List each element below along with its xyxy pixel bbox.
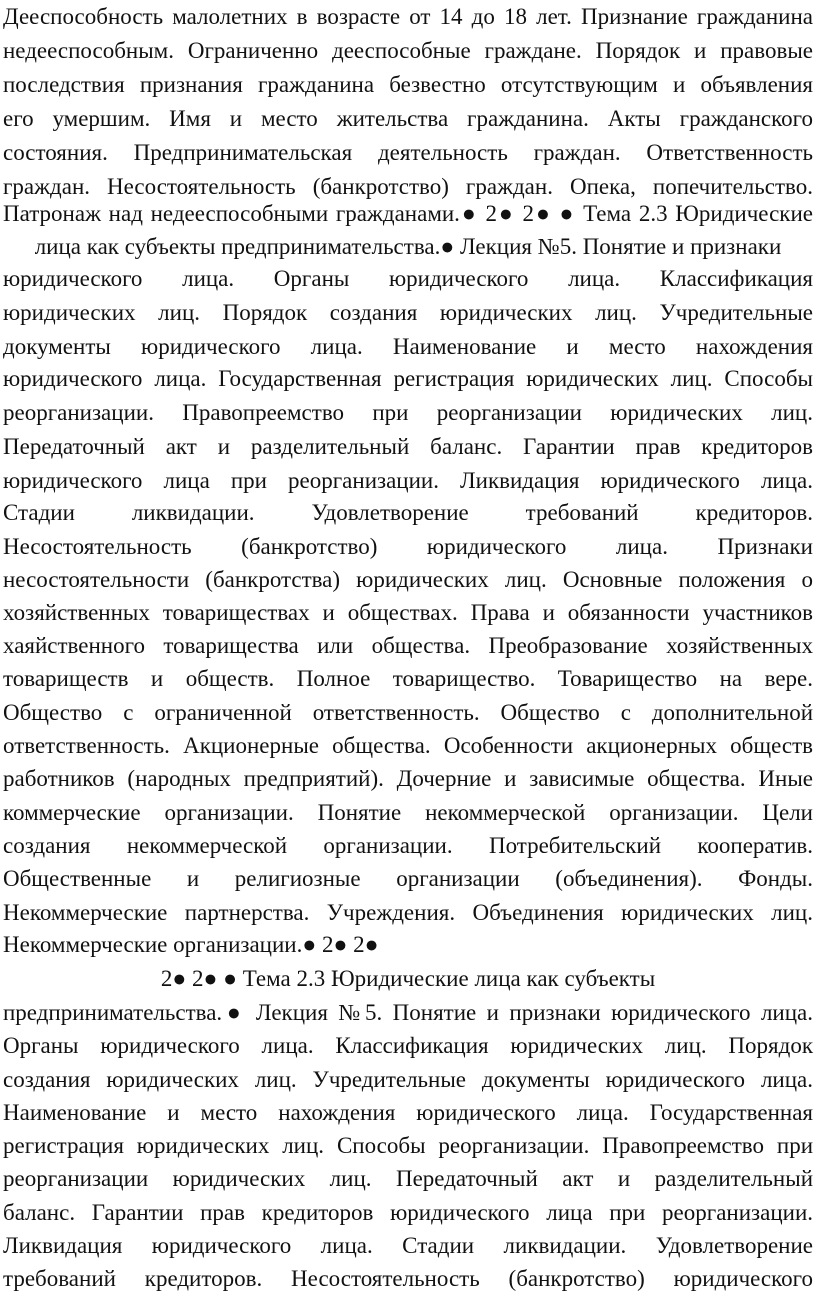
- text-line: лица как субъекты предпринимательства.● Лекция №5. Понятие и признаки: [34, 234, 782, 259]
- text-line: создания юридических лиц. Учредительные документы юридического лица.: [3, 1067, 813, 1092]
- text-line: состояния. Предпринимательская деятельность граждан. Ответственность: [3, 140, 813, 165]
- text-line: баланс. Гарантии прав кредиторов юридического лица при реорганизации.: [3, 1200, 813, 1225]
- text-line: документы юридического лица. Наименование и место нахождения: [3, 334, 813, 359]
- text-line: реорганизации юридических лиц. Передаточный акт и разделительный: [3, 1166, 813, 1191]
- text-line: Наименование и место нахождения юридического лица. Государственная: [3, 1100, 813, 1125]
- text-line: недееспособным. Ограниченно дееспособные граждане. Порядок и правовые: [3, 38, 813, 63]
- text-line: 2● 2● ● Тема 2.3 Юридические лица как субъекты: [160, 966, 656, 991]
- text-line: коммерческие организации. Понятие некоммерческой организации. Цели: [3, 800, 813, 825]
- text-line: Органы юридического лица. Классификация юридических лиц. Порядок: [3, 1033, 813, 1058]
- text-line: юридических лиц. Порядок создания юридических лиц. Учредительные: [3, 300, 813, 325]
- text-line: Стадии ликвидации. Удовлетворение требований кредиторов.: [3, 500, 813, 525]
- text-line: последствия признания гражданина безвестно отсутствующим и объявления: [3, 72, 813, 97]
- text-line: хозяйственных товариществах и обществах. Права и обязанности участников: [3, 600, 813, 625]
- text-line: хаяйственного товарищества или общества. Преобразование хозяйственных: [3, 633, 813, 658]
- text-line: юридического лица. Государственная регистрация юридических лиц. Способы: [3, 366, 813, 391]
- text-line: регистрация юридических лиц. Способы реорганизации. Правопреемство при: [3, 1133, 813, 1158]
- text-line: его умершим. Имя и место жительства гражданина. Акты гражданского: [3, 106, 813, 131]
- text-line: Некоммерческие организации.● 2● 2●: [3, 932, 379, 957]
- text-line: Некоммерческие партнерства. Учреждения. Объединения юридических лиц.: [3, 900, 813, 925]
- text-line: юридического лица при реорганизации. Ликвидация юридического лица.: [3, 468, 813, 493]
- text-line: Несостоятельность (банкротство) юридического лица. Признаки: [3, 534, 813, 559]
- text-line: создания некоммерческой организации. Потребительский кооператив.: [3, 833, 813, 858]
- text-line: Общество с ограниченной ответственность. Общество с дополнительной: [3, 700, 813, 725]
- text-line: граждан. Несостоятельность (банкротство) граждан. Опека, попечительство.: [3, 174, 813, 199]
- text-line: Общественные и религиозные организации (объединения). Фонды.: [3, 866, 813, 891]
- text-line: работников (народных предприятий). Дочерние и зависимые общества. Иные: [3, 766, 813, 791]
- text-line: Дееспособность малолетних в возрасте от 14 до 18 лет. Признание гражданина: [3, 4, 813, 29]
- text-line: ответственность. Акционерные общества. Особенности акционерных обществ: [3, 733, 813, 758]
- text-line: товариществ и обществ. Полное товарищество. Товарищество на вере.: [3, 666, 813, 691]
- text-line: несостоятельности (банкротства) юридических лиц. Основные положения о: [3, 567, 813, 592]
- text-line: юридического лица. Органы юридического лица. Классификация: [3, 266, 813, 291]
- text-line: Ликвидация юридического лица. Стадии ликвидации. Удовлетворение: [3, 1233, 813, 1258]
- text-line: реорганизации. Правопреемство при реорганизации юридических лиц.: [3, 400, 813, 425]
- text-line: Передаточный акт и разделительный баланс. Гарантии прав кредиторов: [3, 434, 813, 459]
- text-line: требований кредиторов. Несостоятельность (банкротство) юридического: [3, 1266, 813, 1291]
- text-line: Патронаж над недееспособными гражданами.● 2● 2● ● Тема 2.3 Юридические: [3, 201, 813, 226]
- text-line: предпринимательства.● Лекция №5. Понятие и признаки юридического лица.: [3, 1000, 813, 1025]
